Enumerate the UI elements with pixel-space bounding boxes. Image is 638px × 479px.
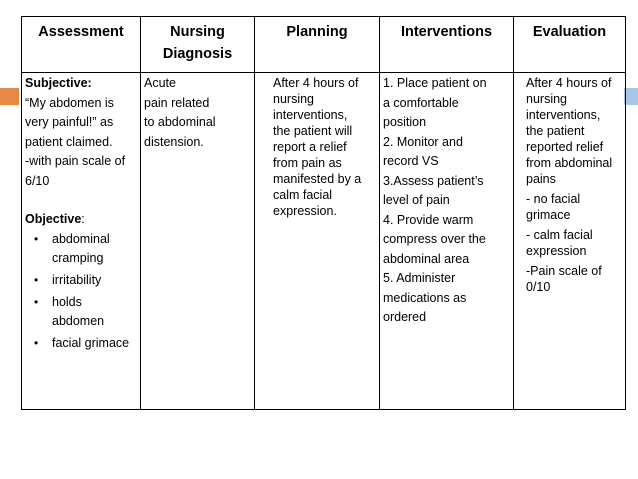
nursing-care-plan-table [21,16,626,410]
evaluation-line: nursing [526,92,567,106]
planning-line: manifested by a [273,172,362,186]
evaluation-item [526,227,622,259]
diagnosis-line: distension. [144,134,204,149]
intervention-line: position [383,115,427,129]
intervention-line: 1. Place patient on [383,76,487,90]
assessment-cell [22,73,141,410]
header-nursing-diagnosis [141,17,255,73]
intervention-line: a comfortable [383,95,459,110]
header-evaluation: Evaluation [514,17,626,73]
objective-heading [25,210,137,230]
evaluation-line: - no facial [526,192,581,206]
objective-item-line: cramping [52,250,104,265]
evaluation-cell [514,73,626,410]
evaluation-line: grimace [526,208,571,222]
header-assessment: Assessment [22,17,141,73]
objective-list [25,230,137,353]
evaluation-line: expression [526,244,587,258]
planning-line: the patient will [273,124,353,138]
subjective-label: Subjective: [25,76,92,90]
objective-item-line: abdominal [52,231,110,246]
intervention-line: medications as [383,290,467,305]
intervention-line: record VS [383,154,439,168]
diagnosis-text [141,73,254,152]
evaluation-text [514,73,625,295]
diagnosis-cell [141,73,255,410]
planning-line: expression. [273,204,337,218]
intervention-line: ordered [383,310,427,324]
bullet-icon: • [34,272,39,287]
evaluation-item [526,191,622,223]
planning-line: from pain as [273,156,342,170]
bullet-icon: • [34,294,39,309]
planning-line: nursing [273,92,314,106]
intervention-line: abdominal area [383,251,470,266]
subjective-line: patient claimed. [25,134,113,149]
diagnosis-line: to abdominal [144,115,216,129]
intervention-line: compress over the [383,232,486,246]
subjective-line: 6/10 [25,173,50,188]
planning-line: report a relief [273,140,347,154]
subjective-line: very painful!” as [25,115,114,129]
evaluation-line: pains [526,172,556,186]
subjective-text [25,94,137,192]
bullet-icon: • [34,335,39,350]
intervention-line: level of pain [383,193,450,207]
planning-line: interventions, [273,108,348,122]
planning-line: After 4 hours of [273,76,359,90]
objective-item-line: irritability [52,272,102,287]
subjective-line: -with pain scale of [25,154,126,168]
evaluation-line: the patient [526,124,585,138]
header-planning: Planning [255,17,380,73]
blue-accent-bar [624,88,638,105]
evaluation-item [526,75,622,187]
objective-colon: : [81,212,85,226]
evaluation-line: After 4 hours of [526,76,612,90]
header-interventions: Interventions [380,17,514,73]
objective-item [25,293,137,331]
planning-text [255,73,379,219]
interventions-text [380,73,513,328]
planning-line: calm facial [273,188,333,202]
evaluation-line: interventions, [526,108,601,122]
subjective-line: “My abdomen is [25,95,114,110]
objective-label: Objective [25,212,82,226]
evaluation-line: - calm facial [526,228,593,242]
header-diagnosis-line2: Diagnosis [162,46,233,62]
objective-item [25,334,137,353]
evaluation-item [526,263,622,295]
intervention-line: 5. Administer [383,271,456,285]
interventions-cell [380,73,514,410]
evaluation-line: from abdominal [526,156,613,170]
objective-item-line: facial grimace [52,335,130,350]
diagnosis-line: Acute [144,76,176,90]
bullet-icon: • [34,231,39,246]
evaluation-line: 0/10 [526,280,551,294]
evaluation-line: reported relief [526,140,604,154]
objective-item-line: holds [52,294,82,309]
evaluation-line: -Pain scale of [526,264,602,278]
objective-item [25,230,137,268]
intervention-line: 3.Assess patient’s [383,173,484,188]
header-row [22,17,626,73]
diagnosis-line: pain related [144,95,210,110]
content-row [22,73,626,410]
intervention-line: 4. Provide warm [383,212,474,227]
objective-item-line: abdomen [52,313,105,328]
planning-cell [255,73,380,410]
orange-accent-bar [0,88,19,105]
intervention-line: 2. Monitor and [383,134,463,149]
header-diagnosis-line1: Nursing [170,24,225,40]
objective-item [25,271,137,290]
